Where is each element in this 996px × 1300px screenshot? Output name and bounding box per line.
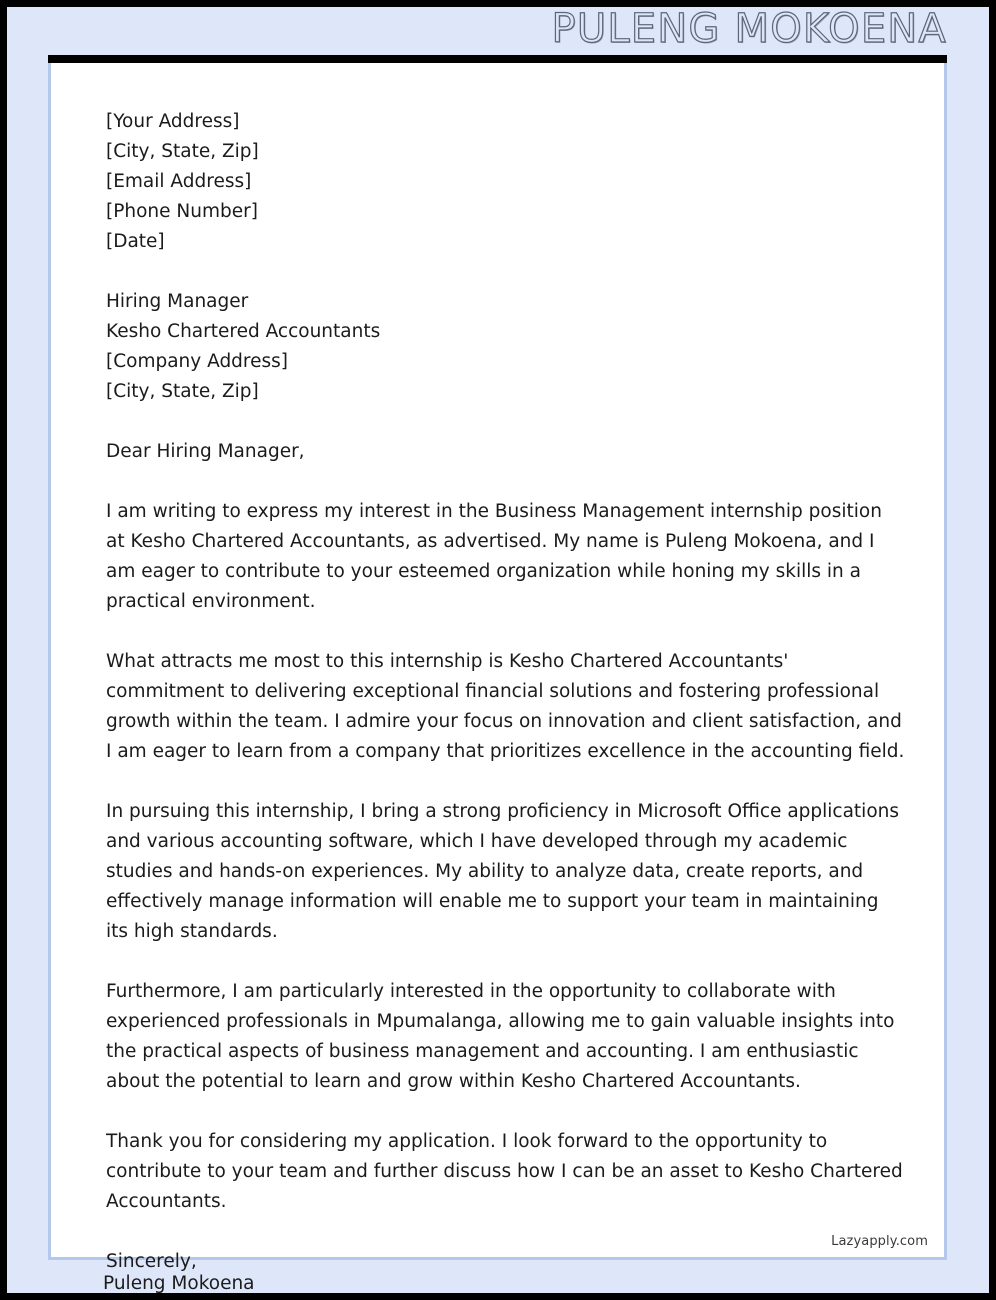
header-divider-rule [48, 55, 947, 63]
page-title: PULENG MOKOENA [551, 6, 947, 52]
closing-line: Sincerely, [106, 1251, 197, 1272]
recipient-title-line: Hiring Manager [106, 291, 249, 312]
recipient-address-block [106, 287, 906, 407]
body-paragraph-3: In pursuing this internship, I bring a strong proficiency in Microsoft Office applications and various accounting software, which I have developed through my academic studies and hands-on experiences. My ability to analyze data, create reports, and effectively manage information will enable me to support your team in maintaining its high standards. [106, 801, 900, 942]
signature-name: Puleng Mokoena [103, 1273, 255, 1294]
sender-date-line: [Date] [106, 231, 165, 252]
body-paragraph-5: Thank you for considering my application. I look forward to the opportunity to contribute to your team and further discuss how I can be an asset to Kesho Chartered Accountants. [106, 1131, 903, 1212]
body-paragraph-2: What attracts me most to this internship is Kesho Chartered Accountants' commitment to delivering exceptional financial solutions and fostering professional growth within the team. I admire your focus on innovation and client satisfaction, and I am eager to learn from a company that prioritizes excellence in the accounting field. [106, 651, 905, 762]
sender-address-line: [Your Address] [106, 111, 240, 132]
sender-city-line: [City, State, Zip] [106, 141, 259, 162]
sender-address-block [106, 107, 906, 257]
salutation: Dear Hiring Manager, [106, 441, 305, 462]
letter-sheet [48, 63, 947, 1272]
recipient-company-line: Kesho Chartered Accountants [106, 321, 381, 342]
sender-email-line: [Email Address] [106, 171, 252, 192]
body-paragraph-4: Furthermore, I am particularly interested in the opportunity to collaborate with experienced professionals in Mpumalanga, allowing me to gain valuable insights into the practical aspects of business management and accounting. I am enthusiastic about the potential to learn and grow within Kesho Chartered Accountants. [106, 981, 895, 1092]
letter-content [106, 107, 906, 1277]
recipient-city-line: [City, State, Zip] [106, 381, 259, 402]
document-page [7, 7, 989, 1293]
sender-phone-line: [Phone Number] [106, 201, 258, 222]
body-paragraph-1: I am writing to express my interest in the Business Management internship position at Kesho Chartered Accountants, as advertised. My name is Puleng Mokoena, and I am eager to contribute to your esteemed organization while honing my skills in a practical environment. [106, 501, 882, 612]
watermark-label: Lazyapply.com [831, 1234, 928, 1249]
recipient-address-line: [Company Address] [106, 351, 289, 372]
document-header [7, 7, 989, 55]
